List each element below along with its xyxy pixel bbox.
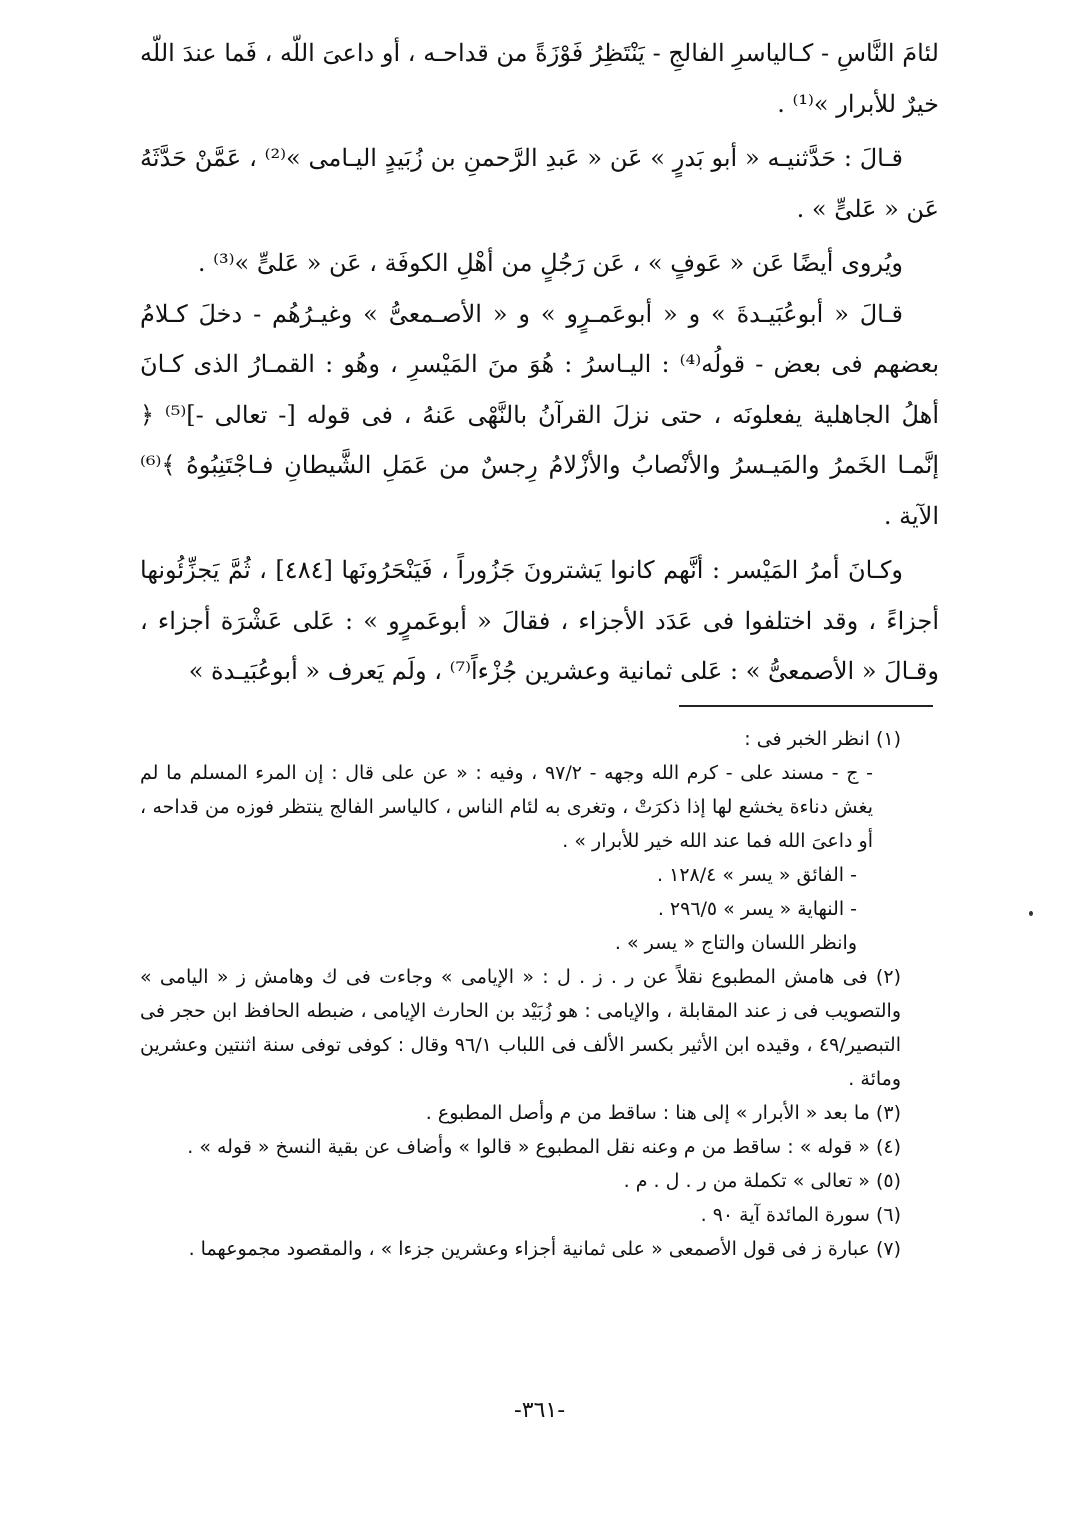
footnote-1-source-d: وانظر اللسان والتاج « يسر » . bbox=[614, 932, 857, 954]
footnote-3: (٣) ما بعد « الأبرار » إلى هنا : ساقط من م وأصل المطبوع . bbox=[425, 1102, 901, 1124]
footnote-7: (٧) عبارة ز فى قول الأصمعى « على ثمانية أجزاء وعشرين جزءا » ، والمقصود مجموعهما . bbox=[188, 1238, 901, 1260]
page-number: -٣٦١- bbox=[513, 1398, 566, 1423]
footnote-1-source-c: - النهاية « يسر » ٢٩٦/٥ . bbox=[657, 898, 857, 920]
paragraph-1: لئامَ النَّاسِ - كـالياسرِ الفالجِ - يَنْتَظِرُ فَوْزَةً من قداحـه ، أو داعىَ اللّه ، فَما عندَ اللّه خيرٌ للأبرار »⁽¹⁾ . bbox=[140, 39, 939, 118]
footnote-1-source-b: - الفائق « يسر » ١٢٨/٤ . bbox=[657, 864, 857, 886]
paragraph-2: قـالَ : حَدَّثنيـه « أبو بَدرٍ » عَن « عَبدِ الرَّحمنِ بن زُبَيدٍ اليـامى »⁽²⁾ ، عَمَّنْ حَدَّثَهُ عَن « عَلىٍّ » . bbox=[140, 144, 939, 223]
footnote-divider bbox=[679, 705, 933, 707]
footnote-5: (٥) « تعالى » تكملة من ر . ل . م . bbox=[623, 1170, 901, 1192]
paragraph-4: قـالَ « أبوعُبَيـدةَ » و « أبوعَمـرٍو » و « الأصـمعىُّ » وغيـرُهُم - دخلَ كـلامُ بعضهم فى بعض - قولُه⁽⁴⁾ : اليـاسرُ : هُوَ منَ المَيْسرِ ، وهُو : القمـارُ الذى كـانَ أهلُ الجاهلية يفعلونَه ، حتى نزلَ القرآنُ بالنَّهْى عَنهُ ، فى قوله [- تعالى -]⁽⁵⁾ ﴿ إنَّمـا الخَمرُ والمَيـسرُ والأنْصابُ والأزْلامُ رِجسٌ من عَمَلِ الشَّيطانِ فـاجْتَنِبُوهُ ﴾⁽⁶⁾ الآية . bbox=[140, 299, 939, 530]
footnote-1-title: (١) انظر الخبر فى : bbox=[744, 728, 901, 750]
footnote-6: (٦) سورة المائدة آية ٩٠ . bbox=[700, 1204, 901, 1226]
footnotes bbox=[140, 722, 901, 1266]
paragraph-5: وكـانَ أمرُ المَيْسر : أنَّهم كانوا يَشترونَ جَزُوراً ، فَيَنْحَرُونَها [٤٨٤] ، ثُمَّ يَجزِّئُونها أجزاءً ، وقد اختلفوا فى عَدَد الأجزاء ، فقالَ « أبوعَمرٍو » : عَلى عَشْرَة أجزاء ، وقـالَ « الأصمعىُّ » : عَلى ثمانية وعشرين جُزْءاً⁽⁷⁾ ، ولَم يَعرف « أبوعُبَيـدة » bbox=[140, 556, 939, 685]
paragraph-3: ويُروى أيضًا عَن « عَوفٍ » ، عَن رَجُلٍ من أهْلِ الكوفَة ، عَن « عَلىٍّ »⁽³⁾ . bbox=[197, 249, 903, 277]
footnote-1-source-a: - ج - مسند على - كرم الله وجهه - ٩٧/٢ ، وفيه : « عن على قال : إن المرء المسلم ما لم يغش دناءة يخشع لها إذا ذكرَتْ ، وتغرى به لئام الناس ، كالياسر الفالج ينتظر فوزه من قداحه ، أو داعىَ الله فما عند الله خير للأبرار » . bbox=[140, 762, 873, 852]
scan-speck bbox=[1029, 911, 1033, 916]
main-text bbox=[140, 28, 939, 697]
footnote-4: (٤) « قوله » : ساقط من م وعنه نقل المطبوع « قالوا » وأضاف عن بقية النسخ « قوله » . bbox=[187, 1136, 901, 1158]
footnote-2: (٢) فى هامش المطبوع نقلاً عن ر . ز . ل : « الإيامى » وجاءت فى ك وهامش ز « اليامى » والتصويب فى ز عند المقابلة ، والإيامى : هو زُبَيْد بن الحارث الإيامى ، ضبطه الحافظ ابن حجر فى التبصير/٤٩ ، وقيده ابن الأثير بكسر الألف فى اللباب ٩٦/١ وقال : كوفى توفى سنة اثنتين وعشرين ومائة . bbox=[140, 966, 901, 1090]
